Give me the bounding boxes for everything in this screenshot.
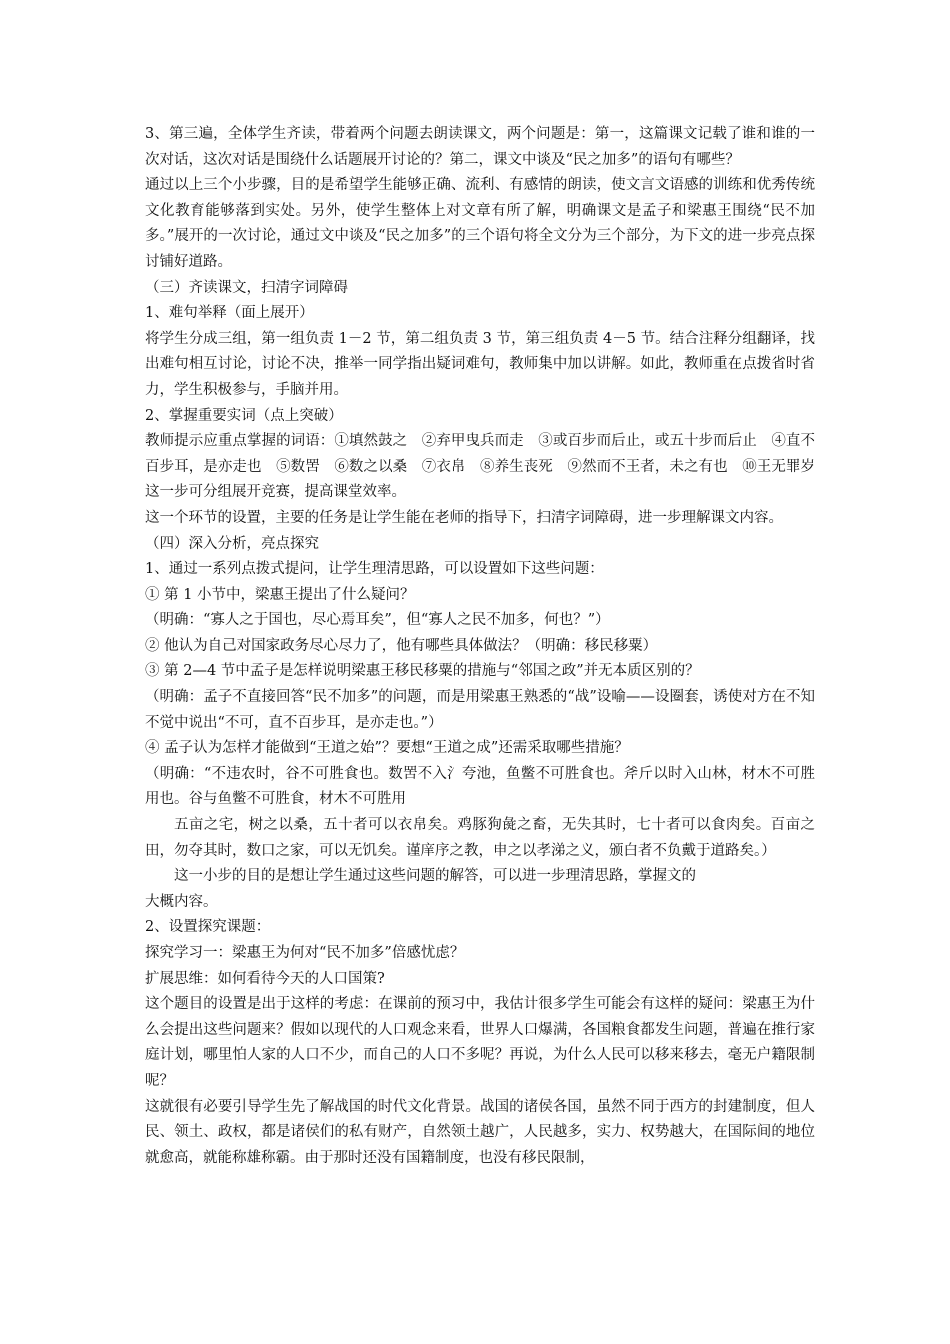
paragraph-questions-purpose-cont: 大概内容。 <box>145 893 218 910</box>
answer-4-part-1: （明确：“不违农时，谷不可胜食也。数罟不入氵夸池，鱼鳖不可胜食也。斧斤以时入山林，材木不可胜用也。谷与鱼鳖不可胜食，材木不可胜用 <box>145 765 815 808</box>
answer-1: （明确：“寡人之于国也，尽心焉耳矣”，但“寡人之民不加多，何也？”） <box>145 612 610 629</box>
paragraph-step-purpose: 这一个环节的设置，主要的任务是让学生能在老师的指导下，扫清字词障碍，进一步理解课文内容。 <box>145 509 783 526</box>
extended-thinking: 扩展思维：如何看待今天的人口国策? <box>145 970 385 987</box>
question-1: ① 第 1 小节中，梁惠王提出了什么疑问？ <box>145 586 415 603</box>
paragraph-reading-purpose: 通过以上三个小步骤，目的是希望学生能够正确、流利、有感情的朗读，使文言文语感的训练和优秀传统文化教育能够落到实处。另外，使学生整体上对文章有所了解，明确课文是孟子和梁惠王围绕“民不加多。”展开的一次讨论，通过文中谈及“民之加多”的三个语句将全文分为三个部分，为下文的进一步亮点探讨铺好道路。 <box>145 177 815 270</box>
subheading-difficult-sentences: 1、难句举释（面上展开） <box>145 305 314 322</box>
paragraph-third-reading: 3、第三遍，全体学生齐读，带着两个问题去朗读课文，两个问题是：第一，这篇课文记载了谁和谁的一次对话，这次对话是围绕什么话题展开讨论的？第二，课文中谈及“民之加多”的语句有哪些？ <box>145 126 815 168</box>
paragraph-group-work: 将学生分成三组，第一组负责 1－2 节，第二组负责 3 节，第三组负责 4－5 节。结合注释分组翻译，找出难句相互讨论，讨论不决，推举一同学指出疑词难句，教师集中加以讲解。如此，教师重在点拨省时省力，学生积极参与，手脑并用。 <box>145 330 815 398</box>
document-body <box>145 122 873 1171</box>
subheading-inquiry-topics: 2、设置探究课题： <box>145 919 271 936</box>
paragraph-historical-background: 这就很有必要引导学生先了解战国的时代文化背景。战国的诸侯各国，虽然不同于西方的封建制度，但人民、领土、政权，都是诸侯们的私有财产，自然领土越广，人民越多，实力、权势越大，在国际间的地位就愈高，就能称雄称霸。由于那时还没有国籍制度，也没有移民限制， <box>145 1098 815 1166</box>
answer-4-part-2: 五亩之宅，树之以桑，五十者可以衣帛矣。鸡豚狗彘之畜，无失其时，七十者可以食肉矣。百亩之田，勿夺其时，数口之家，可以无饥矣。谨庠序之教，申之以孝涕之义，颁白者不负戴于道路矣。） <box>145 817 815 859</box>
question-3: ③ 第 2—4 节中孟子是怎样说明梁惠王移民移粟的措施与“邻国之政”并无本质区别的？ <box>145 663 700 680</box>
section-heading-4: （四）深入分析，亮点探究 <box>145 535 319 552</box>
question-4: ④ 孟子认为怎样才能做到“王道之始”？要想“王道之成”还需采取哪些措施？ <box>145 740 629 757</box>
subheading-guided-questions: 1、通过一系列点拨式提问，让学生理清思路，可以设置如下这些问题： <box>145 561 604 578</box>
paragraph-questions-purpose: 这一小步的目的是想让学生通过这些问题的解答，可以进一步理清思路，掌握文的 <box>174 868 696 885</box>
paragraph-topic-rationale: 这个题目的设置是出于这样的考虑：在课前的预习中，我估计很多学生可能会有这样的疑问：梁惠王为什么会提出这些问题来？假如以现代的人口观念来看，世界人口爆满，各国粮食都发生问题，普遍在推行家庭计划，哪里怕人家的人口不少，而自己的人口不多呢？再说，为什么人民可以移来移去，毫无户籍限制呢？ <box>145 996 815 1089</box>
inquiry-1: 探究学习一：梁惠王为何对“民不加多”倍感忧虑？ <box>145 945 465 961</box>
section-heading-3: （三）齐读课文，扫清字词障碍 <box>145 279 348 296</box>
answer-3: （明确：孟子不直接回答“民不加多”的问题，而是用梁惠王熟悉的“战”设喻——设圈套，诱使对方在不知不觉中说出“不可，直不百步耳，是亦走也。”） <box>145 689 815 731</box>
paragraph-key-word-list: 教师提示应重点掌握的词语：①填然鼓之 ②弃甲曳兵而走 ③或百步而后止，或五十步而后止 ④直不百步耳，是亦走也 ⑤数罟 ⑥数之以桑 ⑦衣帛 ⑧养生丧死 ⑨然而不王者，未之有也 ⑩王无罪岁 这一步可分组展开竞赛，提高课堂效率。 <box>145 433 873 501</box>
question-2: ② 他认为自己对国家政务尽心尽力了，他有哪些具体做法？（明确：移民移粟） <box>145 637 658 654</box>
subheading-key-words: 2、掌握重要实词（点上突破） <box>145 407 343 424</box>
